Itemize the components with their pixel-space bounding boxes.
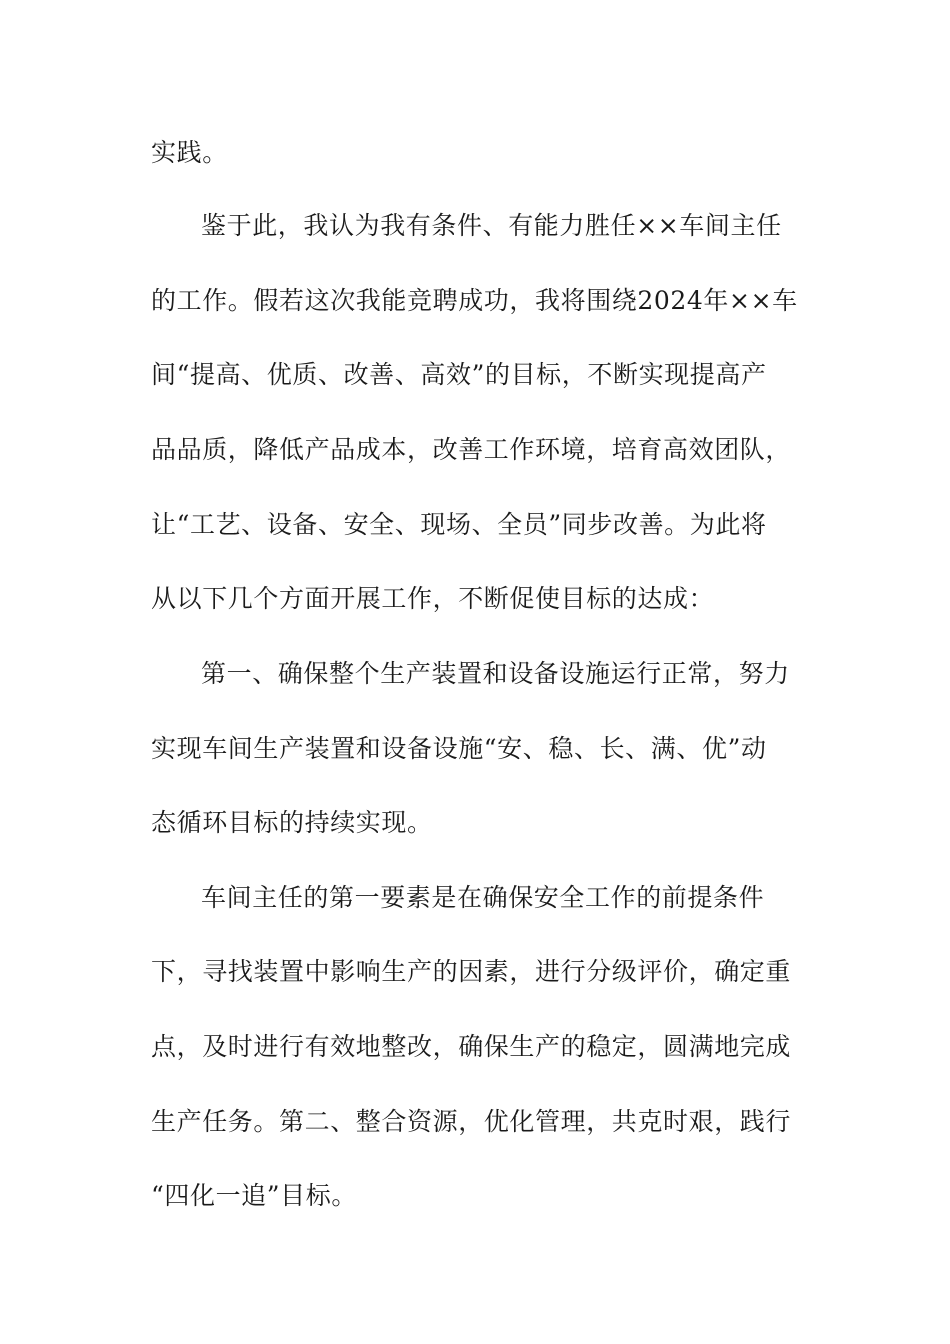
text-line: 态循环目标的持续实现。 [151,808,433,837]
text-line: 实现车间生产装置和设备设施“安、稳、长、满、优”动 [151,734,767,763]
text-line: 点，及时进行有效地整改，确保生产的稳定，圆满地完成 [151,1032,792,1061]
paragraph-start-line: 鉴于此，我认为我有条件、有能力胜任××车间主任 [201,211,782,240]
text-line: 下，寻找装置中影响生产的因素，进行分级评价，确定重 [151,957,792,986]
text-line: 实践。 [151,138,228,167]
text-line: 从以下几个方面开展工作，不断促使目标的达成： [151,584,715,613]
text-line: 品品质，降低产品成本，改善工作环境，培育高效团队， [151,435,792,464]
text-line: 生产任务。第二、整合资源，优化管理，共克时艰，践行 [151,1107,792,1136]
paragraph-start-line: 第一、确保整个生产装置和设备设施运行正常，努力 [201,659,790,688]
paragraph-start-line: 车间主任的第一要素是在确保安全工作的前提条件 [201,883,765,912]
text-line: 间“提高、优质、改善、高效”的目标，不断实现提高产 [151,360,767,389]
text-line: “四化一追”目标。 [151,1181,357,1210]
text-line: 让“工艺、设备、安全、现场、全员”同步改善。为此将 [151,510,767,539]
text-line: 的工作。假若这次我能竞聘成功，我将围绕2024年××车 [151,286,798,315]
